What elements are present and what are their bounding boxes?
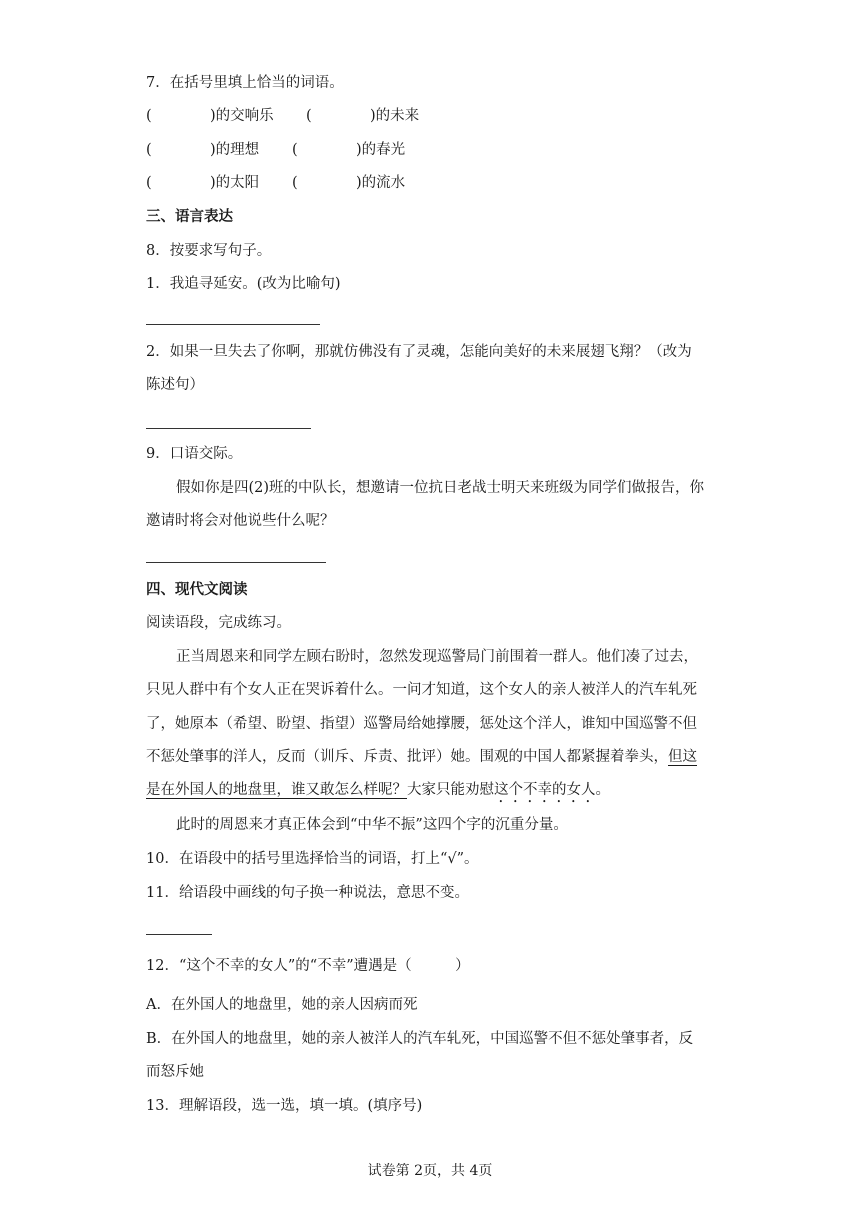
passage-line: 此时的周恩来才真正体会到“中华不振”这四个字的沉重分量。 <box>176 817 568 833</box>
passage-line <box>146 780 610 806</box>
q13-title: 13．理解语段，选一选，填一填。(填序号) <box>146 1098 423 1114</box>
reading-intro: 阅读语段，完成练习。 <box>146 615 291 631</box>
passage-text: 不惩处肇事的洋人，反而（训斥、斥责、批评）她。围观的中国人都紧握着拳头， <box>146 749 668 765</box>
q8-title: 8．按要求写句子。 <box>146 243 272 259</box>
q11: 11．给语段中画线的句子换一种说法，意思不变。 <box>146 885 469 901</box>
underlined-sentence: 是在外国人的地盘里，谁又敢怎么样呢？ <box>146 782 407 798</box>
answer-line[interactable] <box>146 562 326 563</box>
phrase: )的流水 <box>356 175 406 191</box>
phrase: )的太阳 <box>210 175 260 191</box>
q12-title: 12．“这个不幸的女人”的“不幸”遭遇是（ ） <box>146 958 470 974</box>
answer-line[interactable] <box>146 934 212 935</box>
section-heading-4: 四、现代文阅读 <box>146 581 248 598</box>
dotted-phrase: 这个不幸的女人 <box>494 782 596 798</box>
q10: 10．在语段中的括号里选择恰当的词语，打上“√”。 <box>146 851 479 867</box>
passage-line: 只见人群中有个女人正在哭诉着什么。一问才知道，这个女人的亲人被洋人的汽车轧死 <box>146 682 697 698</box>
blank-open: ( <box>146 175 152 191</box>
blank-open: ( <box>146 108 152 124</box>
q12-option-a[interactable]: A．在外国人的地盘里，她的亲人因病而死 <box>146 997 418 1013</box>
passage-text: 大家只能劝慰 <box>407 782 494 798</box>
q9-prompt-line-2: 邀请时将会对他说些什么呢？ <box>146 513 335 529</box>
passage-line: 了，她原本（希望、盼望、指望）巡警局给她撑腰，惩处这个洋人，谁知中国巡警不但 <box>146 716 697 732</box>
answer-line[interactable] <box>146 428 311 429</box>
phrase: )的春光 <box>356 142 406 158</box>
q12-option-b[interactable]: B．在外国人的地盘里，她的亲人被洋人的汽车轧死，中国巡警不但不惩处肇事者，反 <box>146 1031 694 1047</box>
passage-line <box>146 747 697 767</box>
phrase: )的未来 <box>370 108 420 124</box>
blank-open: ( <box>146 142 152 158</box>
answer-line[interactable] <box>146 324 320 325</box>
blank-open: ( <box>292 142 298 158</box>
passage-line: 正当周恩来和同学左顾右盼时，忽然发现巡警局门前围着一群人。他们凑了过去， <box>176 649 698 665</box>
section-heading-3: 三、语言表达 <box>146 208 233 225</box>
q8-sub-1: 1．我追寻延安。(改为比喻句) <box>146 276 341 292</box>
page-footer: 试卷第 2页，共 4页 <box>367 1163 493 1179</box>
q9-title: 9．口语交际。 <box>146 446 243 462</box>
q7-title: 7．在括号里填上恰当的词语。 <box>146 75 344 91</box>
phrase: )的理想 <box>210 142 260 158</box>
q8-sub-2-line-1: 2．如果一旦失去了你啊，那就仿佛没有了灵魂，怎能向美好的未来展翅飞翔？（改为 <box>146 344 692 360</box>
blank-open: ( <box>292 175 298 191</box>
blank-open: ( <box>306 108 312 124</box>
q12-option-b-cont: 而怒斥她 <box>146 1064 204 1080</box>
underlined-sentence: 但这 <box>668 749 697 765</box>
passage-text: 。 <box>595 782 610 798</box>
phrase: )的交响乐 <box>210 108 274 124</box>
q8-sub-2-line-2: 陈述句） <box>146 377 204 393</box>
q9-prompt-line-1: 假如你是四(2)班的中队长，想邀请一位抗日老战士明天来班级为同学们做报告，你 <box>176 480 705 496</box>
